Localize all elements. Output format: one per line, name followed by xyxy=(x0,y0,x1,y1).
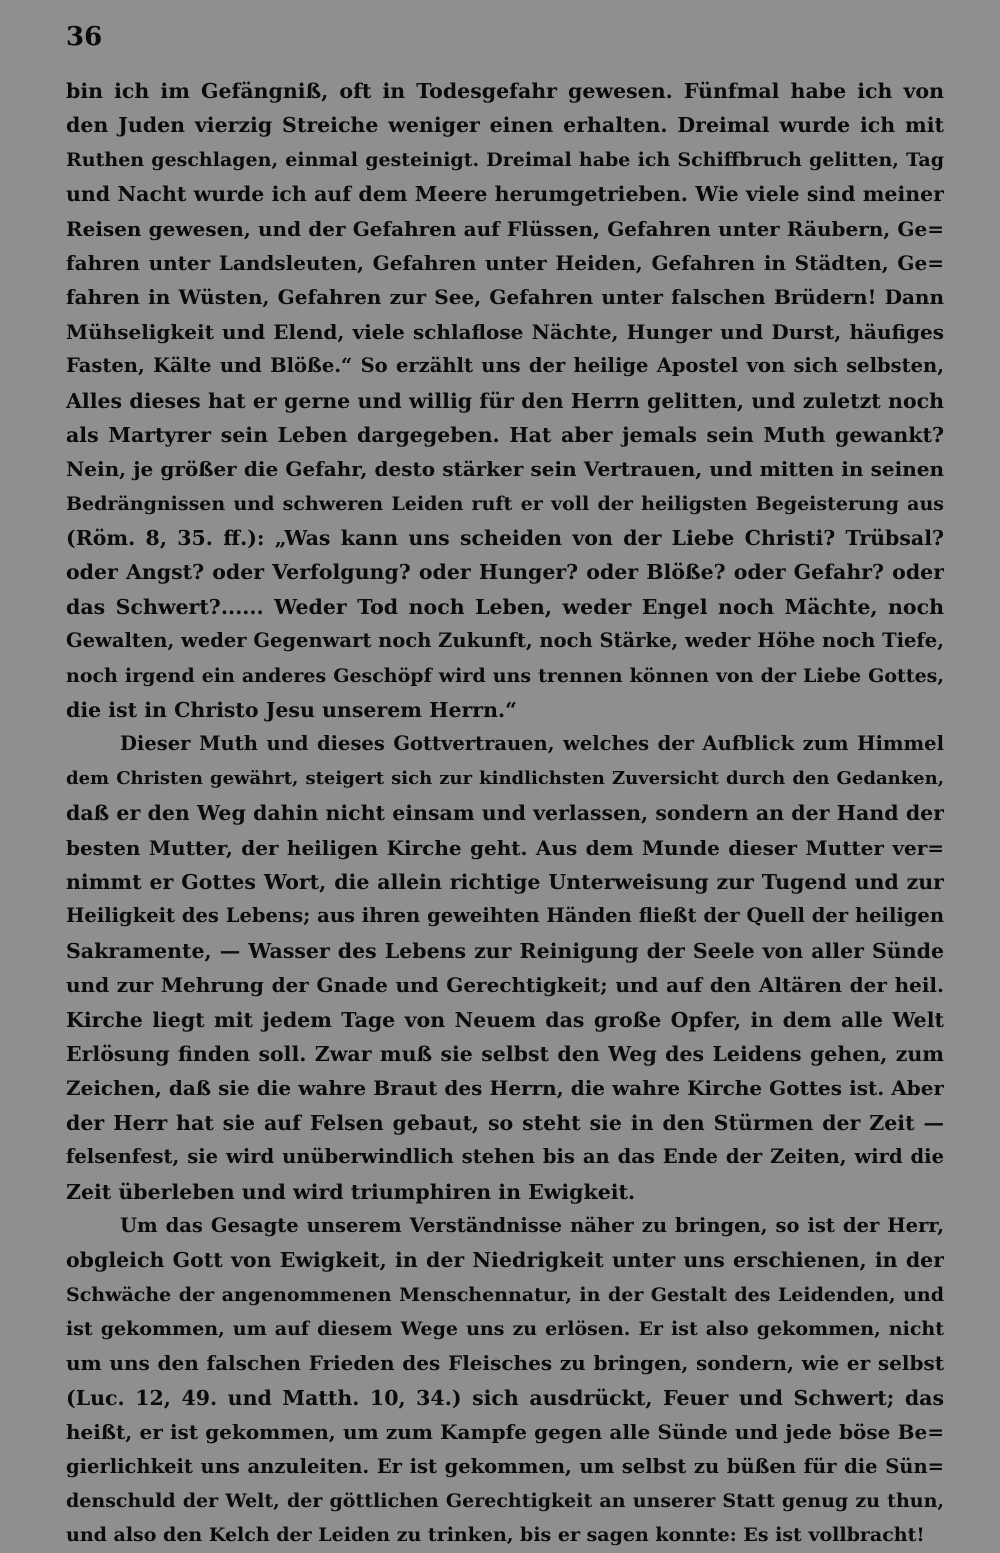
text-line: Ruthen geschlagen, einmal gesteinigt. Dreimal habe ich Schiffbruch gelitten, Tag xyxy=(66,148,944,171)
text-line: Um das Gesagte unserem Verständnisse näher zu bringen, so ist der Herr, xyxy=(120,1213,944,1237)
text-line: Dieser Muth und dieses Gottvertrauen, welches der Aufblick zum Himmel xyxy=(120,732,944,756)
text-line: Fasten, Kälte und Blöße.“ So erzählt uns der heilige Apostel von sich selbsten, xyxy=(66,354,944,378)
text-line: nimmt er Gottes Wort, die allein richtige Unterweisung zur Tugend und zur xyxy=(66,869,944,894)
text-line: und Nacht wurde ich auf dem Meere herumgetrieben. Wie viele sind meiner xyxy=(66,182,944,207)
text-line: Sakramente, — Wasser des Lebens zur Reinigung der Seele von aller Sünde xyxy=(66,938,944,963)
text-line: den Juden vierzig Streiche weniger einen erhalten. Dreimal wurde ich mit xyxy=(66,113,944,138)
text-line: Kirche liegt mit jedem Tage von Neuem das große Opfer, in dem alle Welt xyxy=(66,1007,944,1032)
text-line: bin ich im Gefängniß, oft in Todesgefahr gewesen. Fünfmal habe ich von xyxy=(66,79,944,103)
paragraph xyxy=(66,1209,944,1553)
text-line: Reisen gewesen, und der Gefahren auf Flüssen, Gefahren unter Räubern, Ge= xyxy=(66,216,944,241)
page-number: 36 xyxy=(66,22,103,52)
text-line: und also den Kelch der Leiden zu trinken, bis er sagen konnte: Es ist vollbracht! xyxy=(66,1524,925,1547)
text-line: obgleich Gott von Ewigkeit, in der Niedrigkeit unter uns erschienen, in der xyxy=(66,1248,944,1273)
text-line: fahren in Wüsten, Gefahren zur See, Gefahren unter falschen Brüdern! Dann xyxy=(66,285,944,310)
text-line: daß er den Weg dahin nicht einsam und verlassen, sondern an der Hand der xyxy=(66,801,944,826)
text-line: oder Angst? oder Verfolgung? oder Hunger? oder Blöße? oder Gefahr? oder xyxy=(66,560,944,585)
text-line: Schwäche der angenommenen Menschennatur, in der Gestalt des Leidenden, und xyxy=(66,1283,944,1306)
text-line: Bedrängnissen und schweren Leiden ruft er voll der heiligsten Begeisterung aus xyxy=(66,492,944,515)
text-line: Mühseligkeit und Elend, viele schlaflose Nächte, Hunger und Durst, häufiges xyxy=(66,319,944,344)
text-line: das Schwert?...... Weder Tod noch Leben, weder Engel noch Mächte, noch xyxy=(66,594,944,619)
text-line: der Herr hat sie auf Felsen gebaut, so steht sie in den Stürmen der Zeit — xyxy=(66,1110,944,1135)
paragraph xyxy=(66,74,944,727)
text-line: Gewalten, weder Gegenwart noch Zukunft, noch Stärke, weder Höhe noch Tiefe, xyxy=(66,629,944,653)
text-line: Zeichen, daß sie die wahre Braut des Herrn, die wahre Kirche Gottes ist. Aber xyxy=(66,1076,944,1101)
text-line: als Martyrer sein Leben dargegeben. Hat aber jemals sein Muth gewankt? xyxy=(66,422,944,447)
text-line: Erlösung finden soll. Zwar muß sie selbst den Weg des Leidens gehen, zum xyxy=(66,1041,944,1066)
text-line: und zur Mehrung der Gnade und Gerechtigkeit; und auf den Altären der heil. xyxy=(66,973,944,998)
text-line: Heiligkeit des Lebens; aus ihren geweihten Händen fließt der Quell der heiligen xyxy=(66,904,944,928)
text-line: Alles dieses hat er gerne und willig für den Herrn gelitten, und zuletzt noch xyxy=(66,388,944,413)
text-line: gierlichkeit uns anzuleiten. Er ist gekommen, um selbst zu büßen für die Sün= xyxy=(66,1454,944,1478)
text-line: noch irgend ein anderes Geschöpf wird uns trennen können von der Liebe Gottes, xyxy=(66,664,944,687)
text-line: Nein, je größer die Gefahr, desto stärker sein Vertrauen, und mitten in seinen xyxy=(66,457,944,482)
text-line: fahren unter Landsleuten, Gefahren unter Heiden, Gefahren in Städten, Ge= xyxy=(66,250,944,275)
text-line: ist gekommen, um auf diesem Wege uns zu erlösen. Er ist also gekommen, nicht xyxy=(66,1318,944,1341)
text-line: (Röm. 8, 35. ff.): „Was kann uns scheiden von der Liebe Christi? Trübsal? xyxy=(66,526,944,551)
text-line: (Luc. 12, 49. und Matth. 10, 34.) sich ausdrückt, Feuer und Schwert; das xyxy=(66,1385,944,1410)
text-line: um uns den falschen Frieden des Fleisches zu bringen, sondern, wie er selbst xyxy=(66,1351,944,1376)
text-line: felsenfest, sie wird unüberwindlich stehen bis an das Ende der Zeiten, wird die xyxy=(66,1145,944,1169)
body-text xyxy=(66,74,944,1553)
text-line: heißt, er ist gekommen, um zum Kampfe gegen alle Sünde und jede böse Be= xyxy=(66,1420,944,1445)
text-line: die ist in Christo Jesu unserem Herrn.“ xyxy=(66,698,517,723)
text-line: denschuld der Welt, der göttlichen Gerechtigkeit an unserer Statt genug zu thun, xyxy=(66,1490,944,1513)
text-line: besten Mutter, der heiligen Kirche geht. Aus dem Munde dieser Mutter ver= xyxy=(66,835,944,860)
text-line: dem Christen gewährt, steigert sich zur kindlichsten Zuversicht durch den Gedanken, xyxy=(66,767,944,789)
text-line: Zeit überleben und wird triumphiren in Ewigkeit. xyxy=(66,1179,636,1204)
paragraph xyxy=(66,727,944,1208)
